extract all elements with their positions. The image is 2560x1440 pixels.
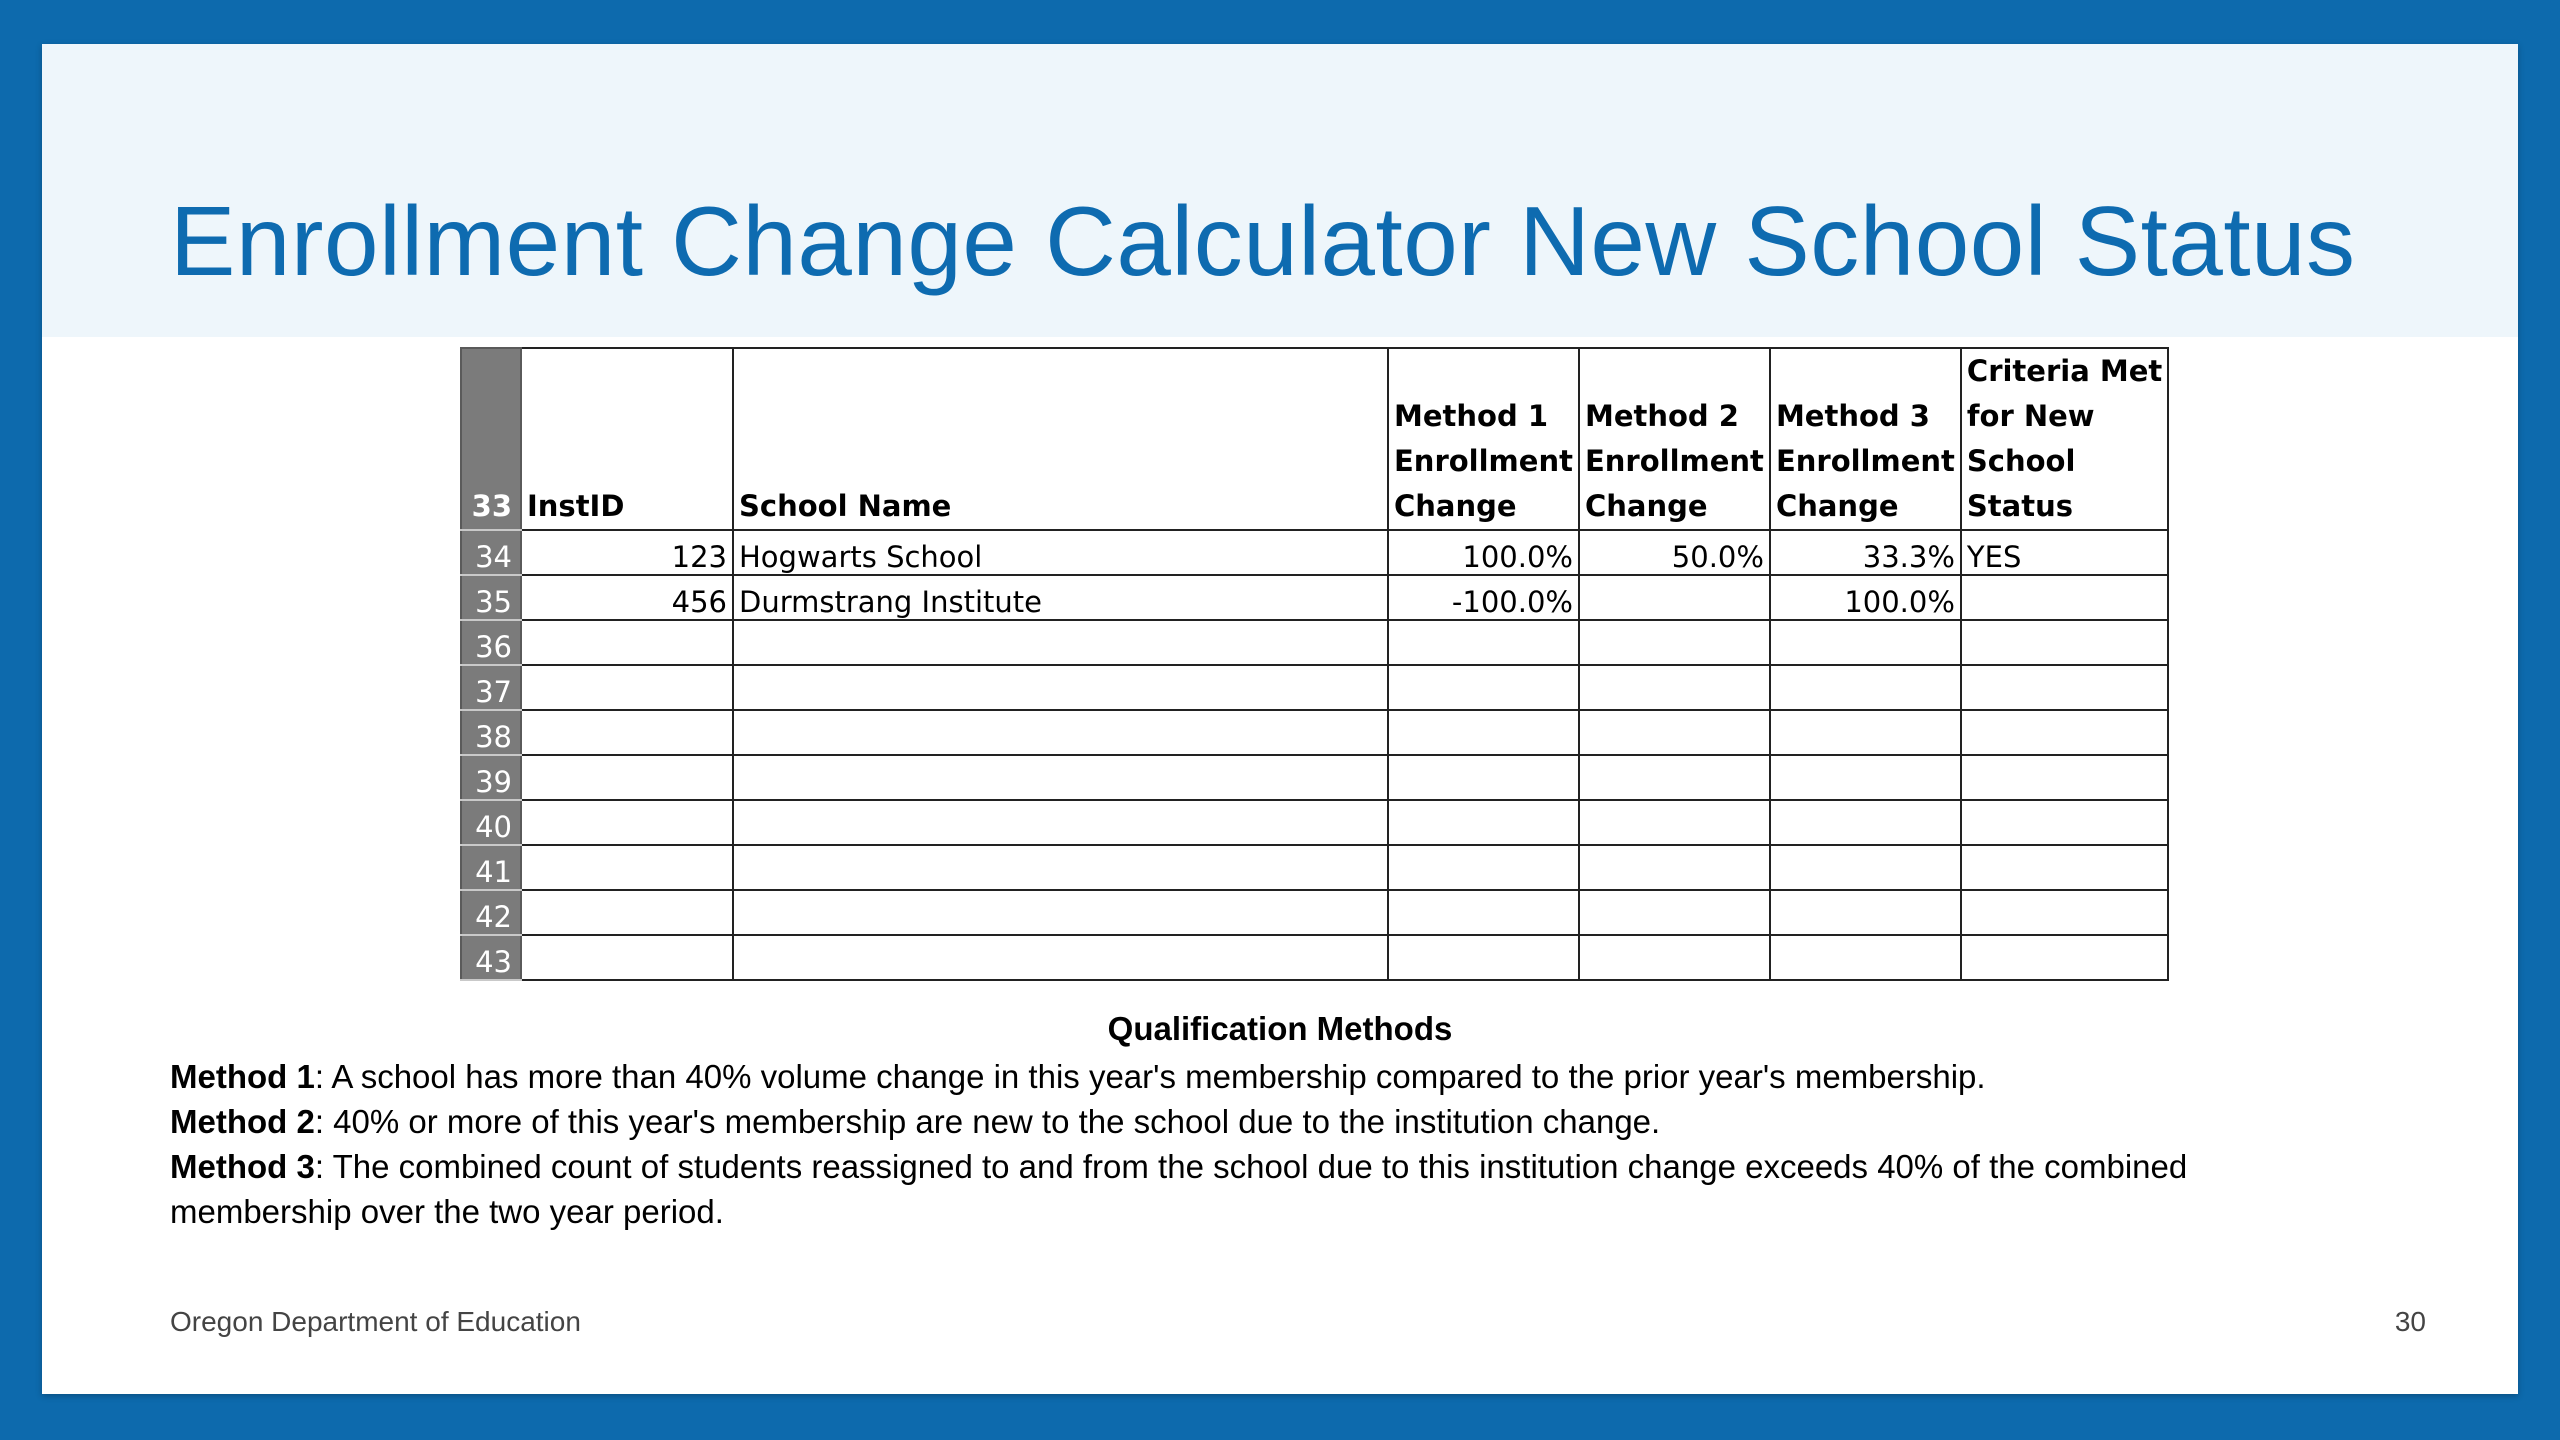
spreadsheet-table xyxy=(460,347,2169,981)
cell-method-1[interactable] xyxy=(1388,710,1579,755)
cell-method-2[interactable] xyxy=(1579,890,1770,935)
cell-criteria[interactable] xyxy=(1961,890,2168,935)
cell-method-1[interactable] xyxy=(1388,890,1579,935)
cell-method-2[interactable] xyxy=(1579,800,1770,845)
cell-instid[interactable] xyxy=(521,935,733,980)
page-number: 30 xyxy=(2394,1306,2426,1337)
header-school-name: School Name xyxy=(733,348,1388,530)
cell-method-1[interactable] xyxy=(1388,935,1579,980)
table-header-row xyxy=(461,348,2168,530)
cell-method-1[interactable]: -100.0% xyxy=(1388,575,1579,620)
cell-criteria[interactable] xyxy=(1961,935,2168,980)
table-row xyxy=(461,620,2168,665)
cell-method-3[interactable] xyxy=(1770,665,1961,710)
method-item: Method 1: A school has more than 40% volume change in this year's membership compared to the prior year's membership. xyxy=(170,1058,1986,1095)
cell-criteria[interactable] xyxy=(1961,575,2168,620)
row-number[interactable]: 40 xyxy=(461,800,521,845)
table-row xyxy=(461,890,2168,935)
cell-method-1[interactable] xyxy=(1388,665,1579,710)
cell-criteria[interactable] xyxy=(1961,845,2168,890)
cell-method-2[interactable] xyxy=(1579,845,1770,890)
cell-method-3[interactable] xyxy=(1770,800,1961,845)
header-method-3: Method 3 Enrollment Change xyxy=(1770,348,1961,530)
cell-method-2[interactable] xyxy=(1579,935,1770,980)
header-criteria: Criteria Met for New School Status xyxy=(1961,348,2168,530)
table-row xyxy=(461,755,2168,800)
row-number[interactable]: 41 xyxy=(461,845,521,890)
cell-criteria[interactable] xyxy=(1961,800,2168,845)
cell-method-1[interactable] xyxy=(1388,755,1579,800)
cell-method-3[interactable]: 33.3% xyxy=(1770,530,1961,575)
header-method-2: Method 2 Enrollment Change xyxy=(1579,348,1770,530)
cell-method-2[interactable] xyxy=(1579,755,1770,800)
slide-title: Enrollment Change Calculator New School Status xyxy=(170,186,2356,296)
cell-school-name[interactable] xyxy=(733,620,1388,665)
row-number[interactable]: 34 xyxy=(461,530,521,575)
cell-instid[interactable] xyxy=(521,890,733,935)
cell-school-name[interactable] xyxy=(733,755,1388,800)
qualification-methods xyxy=(170,1054,2350,1234)
cell-school-name[interactable] xyxy=(733,665,1388,710)
cell-criteria[interactable] xyxy=(1961,620,2168,665)
table-row xyxy=(461,710,2168,755)
cell-method-1[interactable]: 100.0% xyxy=(1388,530,1579,575)
cell-method-3[interactable] xyxy=(1770,755,1961,800)
table-body xyxy=(461,530,2168,980)
cell-school-name[interactable] xyxy=(733,710,1388,755)
row-number[interactable]: 42 xyxy=(461,890,521,935)
cell-method-2[interactable] xyxy=(1579,575,1770,620)
cell-criteria[interactable] xyxy=(1961,710,2168,755)
cell-school-name[interactable] xyxy=(733,935,1388,980)
cell-method-2[interactable] xyxy=(1579,665,1770,710)
row-number[interactable]: 35 xyxy=(461,575,521,620)
cell-school-name[interactable] xyxy=(733,800,1388,845)
cell-instid[interactable]: 123 xyxy=(521,530,733,575)
cell-school-name[interactable]: Hogwarts School xyxy=(733,530,1388,575)
method-item: Method 2: 40% or more of this year's membership are new to the school due to the institution change. xyxy=(170,1103,1661,1140)
cell-method-3[interactable] xyxy=(1770,935,1961,980)
cell-instid[interactable] xyxy=(521,800,733,845)
cell-method-2[interactable]: 50.0% xyxy=(1579,530,1770,575)
cell-instid[interactable] xyxy=(521,710,733,755)
cell-method-3[interactable] xyxy=(1770,845,1961,890)
row-number[interactable]: 37 xyxy=(461,665,521,710)
cell-instid[interactable] xyxy=(521,845,733,890)
header-method-1: Method 1 Enrollment Change xyxy=(1388,348,1579,530)
cell-method-1[interactable] xyxy=(1388,845,1579,890)
cell-instid[interactable]: 456 xyxy=(521,575,733,620)
row-number[interactable]: 39 xyxy=(461,755,521,800)
cell-method-1[interactable] xyxy=(1388,620,1579,665)
footer-org: Oregon Department of Education xyxy=(170,1306,581,1337)
table-row xyxy=(461,665,2168,710)
cell-method-3[interactable] xyxy=(1770,710,1961,755)
cell-instid[interactable] xyxy=(521,665,733,710)
header-instid: InstID xyxy=(521,348,733,530)
cell-method-2[interactable] xyxy=(1579,710,1770,755)
cell-school-name[interactable]: Durmstrang Institute xyxy=(733,575,1388,620)
cell-method-3[interactable]: 100.0% xyxy=(1770,575,1961,620)
cell-method-2[interactable] xyxy=(1579,620,1770,665)
slide xyxy=(42,44,2518,1394)
method-item: Method 3: The combined count of students reassigned to and from the school due to this institution change exceeds 40% of the combined membership over the two year period. xyxy=(170,1148,2188,1230)
cell-school-name[interactable] xyxy=(733,890,1388,935)
cell-instid[interactable] xyxy=(521,620,733,665)
row-number[interactable]: 38 xyxy=(461,710,521,755)
cell-method-3[interactable] xyxy=(1770,890,1961,935)
table-row xyxy=(461,845,2168,890)
table-row xyxy=(461,530,2168,575)
cell-school-name[interactable] xyxy=(733,845,1388,890)
cell-method-3[interactable] xyxy=(1770,620,1961,665)
qualification-title: Qualification Methods xyxy=(1107,1010,1453,1047)
row-number: 33 xyxy=(461,348,521,530)
table-row xyxy=(461,575,2168,620)
table-row xyxy=(461,935,2168,980)
row-number[interactable]: 43 xyxy=(461,935,521,980)
cell-criteria[interactable] xyxy=(1961,665,2168,710)
cell-criteria[interactable]: YES xyxy=(1961,530,2168,575)
cell-criteria[interactable] xyxy=(1961,755,2168,800)
table-row xyxy=(461,800,2168,845)
cell-instid[interactable] xyxy=(521,755,733,800)
row-number[interactable]: 36 xyxy=(461,620,521,665)
cell-method-1[interactable] xyxy=(1388,800,1579,845)
